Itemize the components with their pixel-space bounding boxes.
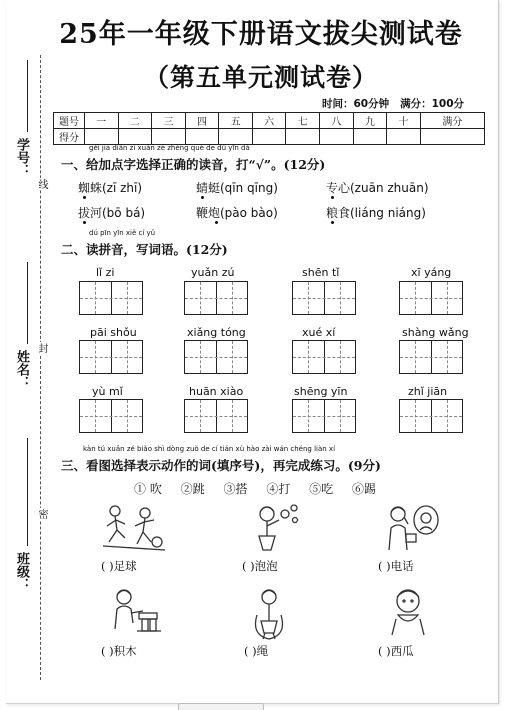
- word-text: 蜘蛛(zī zhī): [78, 181, 143, 195]
- score-cell[interactable]: [118, 129, 152, 145]
- option-word-bianpao[interactable]: [196, 204, 278, 221]
- pinyin-prompt: zhǐ jiān: [408, 385, 448, 398]
- kick-football-illustration: [99, 500, 169, 554]
- writing-grid[interactable]: [79, 340, 143, 374]
- word-text: 蜻蜓(qīn qīng): [196, 181, 278, 195]
- cut-label-mi: 密: [36, 509, 47, 519]
- time-and-score: [322, 96, 464, 111]
- section2-heading-wrap: [61, 229, 228, 258]
- full-score-label: 满分：100分: [400, 98, 464, 110]
- emphasis-dot: [201, 196, 204, 199]
- time-label: 时间：60分钟: [321, 98, 390, 110]
- answer-blow-bubbles[interactable]: ( )泡泡: [242, 559, 278, 573]
- pinyin-prompt: yù mǐ: [92, 385, 123, 398]
- exam-title: 25年一年级下册语文拔尖测试卷: [59, 19, 463, 50]
- blow-bubbles-illustration: [249, 500, 304, 552]
- score-cell[interactable]: [85, 129, 119, 145]
- score-table-score-row: [54, 129, 485, 145]
- score-cell[interactable]: [387, 129, 421, 145]
- writing-grid[interactable]: [184, 281, 248, 315]
- section3-heading: 三、看图选择表示动作的词(填序号)，再完成练习。(9分): [61, 458, 381, 473]
- answer-jump-rope[interactable]: ( )绳: [244, 644, 269, 658]
- answer-watermelon[interactable]: ( )西瓜: [378, 644, 414, 658]
- section3-heading-wrap: [61, 445, 381, 474]
- pinyin-prompt: xué xí: [302, 326, 336, 339]
- option-word-qingting[interactable]: [196, 179, 278, 196]
- section3-pinyin: kàn tú xuǎn zé biǎo shì dòng zuò de cí tián xù hào zài wán chéng liàn xí: [83, 445, 336, 453]
- score-header-cell: 题号: [54, 113, 85, 129]
- section1-pinyin: gěi jiā diǎn zì xuǎn zé zhèng què de dú yīn dǎ: [89, 144, 250, 152]
- score-table-header-row: [54, 113, 485, 129]
- section2-heading: 二、读拼音，写词语。(12分): [61, 242, 228, 257]
- pinyin-prompt: shàng wǎng: [402, 326, 469, 339]
- emphasis-dot: [331, 221, 334, 224]
- name-blank: [27, 262, 28, 344]
- option-blow: ① 吹: [134, 482, 162, 496]
- class-label: 班级：: [14, 552, 29, 591]
- section1-heading: 一、给加点字选择正确的读音，打“√”。(12分): [61, 157, 326, 172]
- score-header-cell: 满分: [420, 113, 484, 129]
- score-header-cell: 九: [353, 113, 387, 129]
- writing-grid[interactable]: [399, 399, 463, 433]
- pinyin-prompt: lǐ zi: [96, 266, 115, 279]
- student-no-label: 学号：: [14, 138, 29, 177]
- pinyin-prompt: shēn tǐ: [302, 266, 340, 279]
- answer-building-blocks[interactable]: ( )积木: [101, 644, 137, 658]
- pinyin-prompt: pāi shǒu: [90, 326, 137, 339]
- emphasis-dot: [83, 221, 86, 224]
- option-build: ③搭: [223, 482, 248, 496]
- writing-grid[interactable]: [292, 281, 356, 315]
- writing-grid[interactable]: [399, 340, 463, 374]
- class-blank: [27, 438, 28, 546]
- option-jump: ②跳: [180, 482, 205, 496]
- pinyin-prompt: xiǎng tóng: [187, 326, 246, 339]
- section1-heading-wrap: [61, 144, 326, 173]
- score-header-cell: 一: [85, 113, 119, 129]
- score-header-cell: 六: [252, 113, 286, 129]
- pinyin-prompt: xī yáng: [411, 266, 452, 279]
- building-blocks-illustration: [109, 585, 165, 637]
- exam-page: [6, 0, 499, 704]
- score-header-cell: 二: [118, 113, 152, 129]
- name-label: 姓名：: [14, 350, 29, 389]
- score-header-cell: 五: [219, 113, 253, 129]
- word-text: 拔河(bō bá): [78, 206, 146, 220]
- option-word-liangshi[interactable]: [326, 204, 426, 221]
- score-header-cell: 四: [185, 113, 219, 129]
- cut-label-seal: 封: [36, 343, 47, 353]
- writing-grid[interactable]: [79, 281, 143, 315]
- emphasis-dot: [83, 196, 86, 199]
- word-text: 鞭炮(pào bào): [196, 206, 278, 220]
- pinyin-prompt: yuǎn zú: [191, 266, 235, 279]
- option-eat: ⑤吃: [309, 482, 334, 496]
- section2-pinyin: dú pīn yīn xiě cí yǔ: [89, 229, 156, 237]
- score-cell[interactable]: [420, 129, 484, 145]
- emphasis-dot: [215, 221, 218, 224]
- writing-grid[interactable]: [79, 399, 143, 433]
- score-cell[interactable]: [320, 129, 354, 145]
- eat-watermelon-illustration: [384, 585, 432, 637]
- score-row-label: 得分: [54, 129, 85, 145]
- binding-margin: [6, 0, 54, 703]
- pinyin-prompt: shēng yīn: [294, 385, 348, 398]
- exam-subtitle: （第五单元测试卷）: [143, 63, 378, 92]
- option-hit: ④打: [266, 482, 291, 496]
- jump-rope-illustration: [249, 585, 289, 641]
- score-header-cell: 十: [387, 113, 421, 129]
- score-cell[interactable]: [286, 129, 320, 145]
- cut-label-line: 线: [36, 179, 47, 189]
- writing-grid[interactable]: [184, 399, 248, 433]
- cut-dashed-line: [40, 55, 41, 680]
- score-header-cell: 三: [152, 113, 186, 129]
- score-table: [53, 112, 485, 145]
- phone-call-illustration: [384, 500, 440, 552]
- writing-grid[interactable]: [399, 281, 463, 315]
- option-word-zhizhu[interactable]: [78, 179, 142, 196]
- score-cell[interactable]: [219, 129, 253, 145]
- option-word-zhuanxin[interactable]: [326, 179, 429, 196]
- word-text: 专心(zuān zhuān): [326, 181, 429, 195]
- scroll-indicator[interactable]: [178, 703, 264, 710]
- score-cell[interactable]: [152, 129, 186, 145]
- pinyin-prompt: huān xiào: [189, 385, 244, 398]
- answer-phone-call[interactable]: ( )电话: [378, 559, 414, 573]
- emphasis-dot: [331, 196, 334, 199]
- action-options: [134, 480, 391, 497]
- option-kick: ⑥踢: [352, 482, 377, 496]
- option-word-bahe[interactable]: [78, 204, 145, 221]
- writing-grid[interactable]: [292, 340, 356, 374]
- score-cell[interactable]: [185, 129, 219, 145]
- answer-kick-football[interactable]: ( )足球: [101, 559, 137, 573]
- writing-grid[interactable]: [292, 399, 356, 433]
- score-cell[interactable]: [252, 129, 286, 145]
- score-header-cell: 八: [320, 113, 354, 129]
- writing-grid[interactable]: [184, 340, 248, 374]
- score-header-cell: 七: [286, 113, 320, 129]
- score-cell[interactable]: [353, 129, 387, 145]
- word-text: 粮食(liáng niáng): [326, 206, 426, 220]
